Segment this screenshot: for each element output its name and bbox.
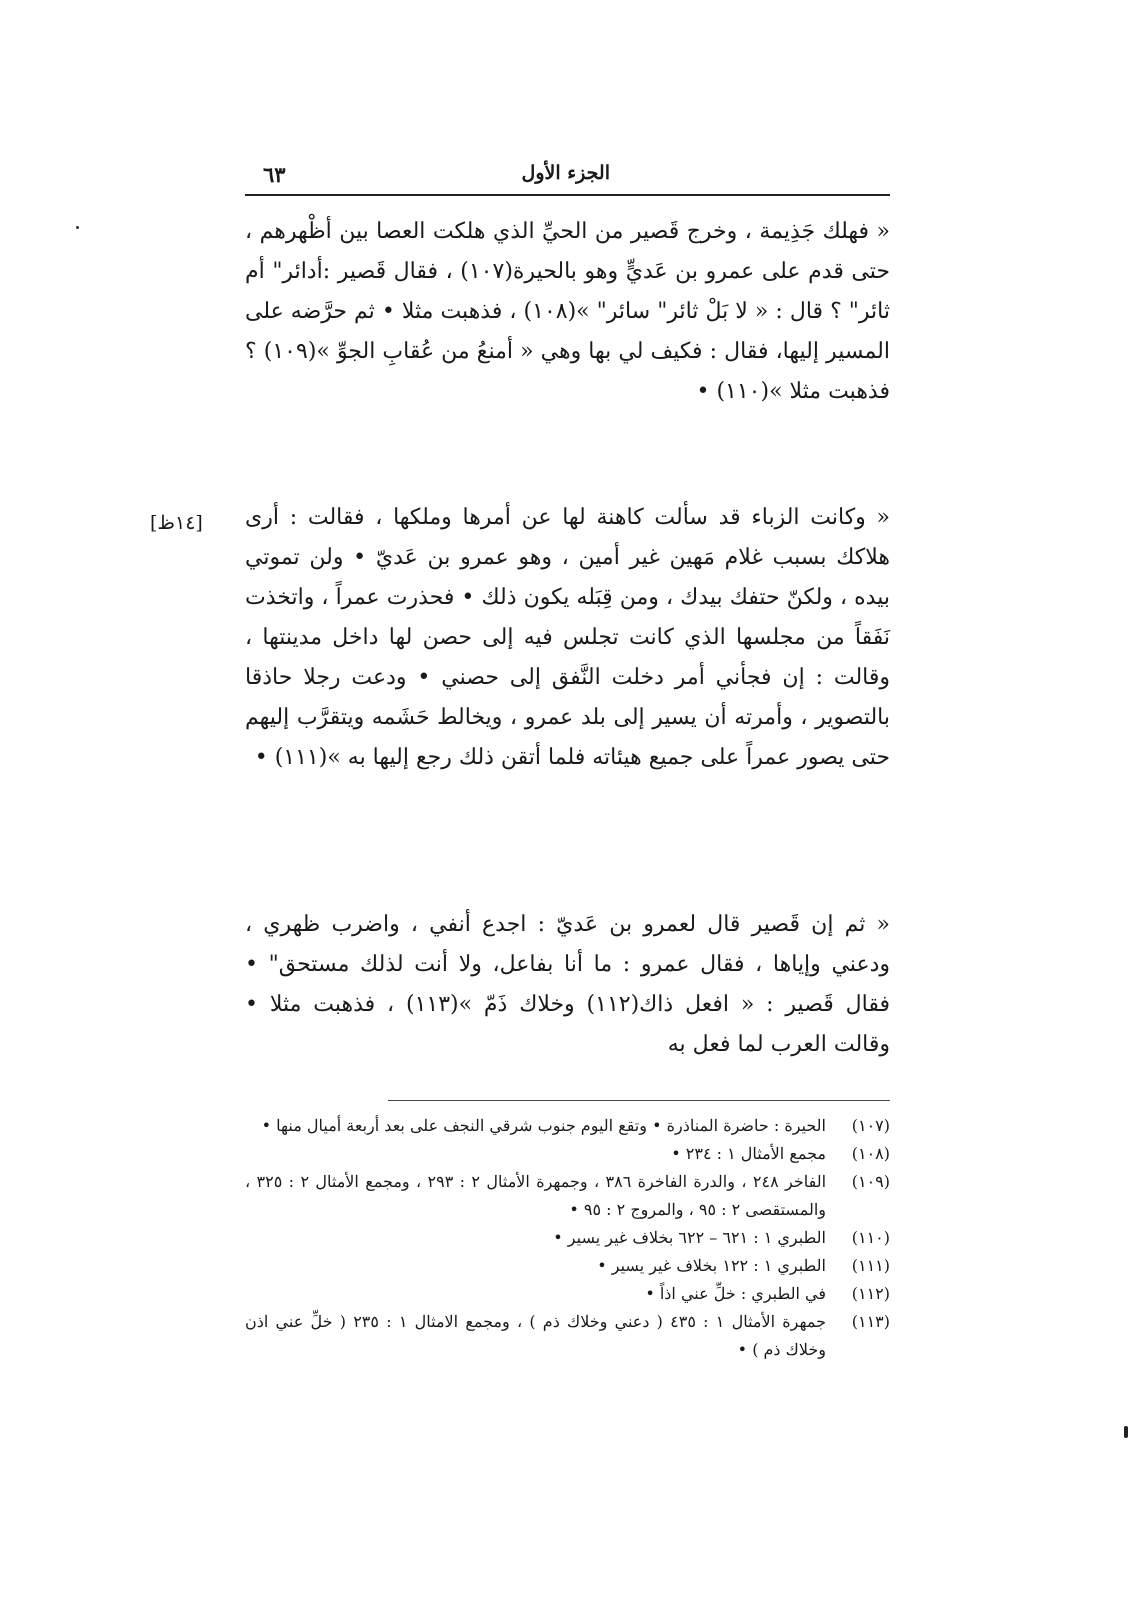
footnote — [245, 1168, 890, 1224]
footnote-text: الطبري ١ : ٦٢١ – ٦٢٢ بخلاف غير يسير • — [553, 1228, 826, 1247]
footnote — [245, 1140, 890, 1168]
footnote-number: (١١٣) — [851, 1312, 890, 1331]
page-number: ٦٣ — [263, 162, 286, 187]
footnote-text: جمهرة الأمثال ١ : ٤٣٥ ( دعني وخلاك ذم ) ، ومجمع الامثال ١ : ٢٣٥ ( خلِّ عني اذن وخلاك ذم ) • — [245, 1312, 827, 1359]
footnote-number: (١١٢) — [851, 1284, 890, 1303]
footnote — [245, 1308, 890, 1364]
edge-mark — [1124, 1426, 1128, 1438]
margin-folio-note: [١٤ظ] — [150, 512, 203, 534]
footnote-text: الحيرة : حاضرة المناذرة • وتقع اليوم جنوب شرقي النجف على بعد أربعة أميال منها • — [261, 1116, 826, 1135]
footnote-number: (١٠٨) — [851, 1144, 890, 1163]
footnote — [245, 1224, 890, 1252]
footnote — [245, 1280, 890, 1308]
paragraph-1: « فهلك جَذِيمة ، وخرج قَصير من الحيِّ الذي هلكت العصا بين أظْهرهم ، حتى قدم على عمرو بن عَديٍّ وهو بالحيرة(١٠٧) ، فقال قَصير :أدائر" أم ثائر" ؟ قال : « لا بَلْ ثائر" سائر" »(١٠٨) ، فذهبت مثلا • ثم حرَّضه على المسير إليها، فقال : فكيف لي بها وهي « أمنعُ من عُقابِ الجوِّ »(١٠٩) ؟ فذهبت مثلا »(١١٠) • — [245, 219, 890, 404]
footnote-separator — [388, 1100, 890, 1101]
footnote-text: الطبري ١ : ١٢٢ بخلاف غير يسير • — [597, 1256, 826, 1275]
running-header — [245, 158, 890, 196]
footnote-number: (١١٠) — [851, 1228, 890, 1247]
page-body — [245, 0, 890, 1602]
footnote-number: (١١١) — [851, 1256, 890, 1275]
footnote — [245, 1112, 890, 1140]
footnote-text: مجمع الأمثال ١ : ٢٣٤ • — [671, 1144, 826, 1163]
paragraph-3: « ثم إن قَصير قال لعمرو بن عَديّ : اجدع أنفي ، واضرب ظهري ، ودعني وإياها ، فقال عمرو : ما أنا بفاعل، ولا أنت لذلك مستحق" • فقال قَصير : « افعل ذاك(١١٢) وخلاك ذَمّ »(١١٣) ، فذهبت مثلا • وقالت العرب لما فعل به — [245, 912, 890, 1057]
footnote-number: (١٠٧) — [851, 1116, 890, 1135]
header-title: الجزء الأول — [521, 162, 610, 184]
footnote — [245, 1252, 890, 1280]
stray-dot — [76, 226, 79, 229]
paragraph-2: « وكانت الزباء قد سألت كاهنة لها عن أمرها وملكها ، فقالت : أرى هلاكك بسبب غلام مَهين غير أمين ، وهو عمرو بن عَديّ • ولن تموتي بيده ، ولكنّ حتفك بيدك ، ومن قِبَله يكون ذلك • فحذرت عمراً ، واتخذت نَفَقاً من مجلسها الذي كانت تجلس فيه إلى حصن لها داخل مدينتها ، وقالت : إن فجأني أمر دخلت النَّفق إلى حصني • ودعت رجلا حاذقا بالتصوير ، وأمرته أن يسير إلى بلد عمرو ، ويخالط حَشَمه ويتقرَّب إليهم حتى يصور عمراً على جميع هيئاته فلما أتقن ذلك رجع إليها به »(١١١) • — [245, 505, 890, 770]
footnotes — [245, 1112, 890, 1364]
footnote-text: الفاخر ٢٤٨ ، والدرة الفاخرة ٣٨٦ ، وجمهرة الأمثال ٢ : ٢٩٣ ، ومجمع الأمثال ٢ : ٣٢٥ ، والمستقصى ٢ : ٩٥ ، والمروج ٢ : ٩٥ • — [245, 1172, 827, 1219]
footnote-text: في الطبري : خلِّ عني اذاً • — [645, 1284, 826, 1303]
footnote-number: (١٠٩) — [851, 1172, 890, 1191]
